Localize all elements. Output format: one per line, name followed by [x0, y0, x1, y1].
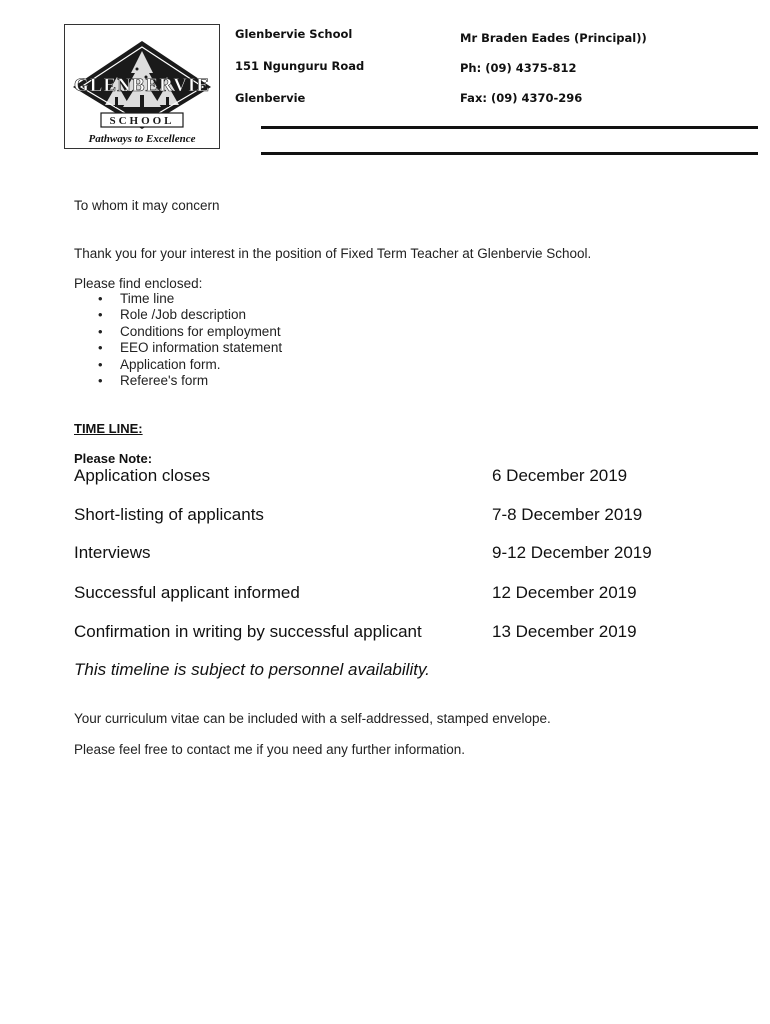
logo-motto: Pathways to Excellence	[88, 133, 196, 145]
header-fax: Fax: (09) 4370-296	[460, 91, 583, 105]
enclosed-heading: Please find enclosed:	[74, 276, 203, 291]
timeline-event: Confirmation in writing by successful applicant	[74, 622, 422, 641]
timeline-date: 12 December 2019	[492, 583, 637, 602]
timeline-date: 13 December 2019	[492, 622, 637, 641]
header-principal: Mr Braden Eades (Principal))	[460, 31, 647, 45]
enclosed-list	[74, 291, 282, 389]
list-item: • Referee's form	[74, 373, 282, 389]
list-item: • Conditions for employment	[74, 324, 282, 340]
header-school-name: Glenbervie School	[235, 27, 353, 41]
list-item: • Role /Job description	[74, 307, 282, 323]
header-locality: Glenbervie	[235, 91, 306, 105]
contact-note: Please feel free to contact me if you need any further information.	[74, 742, 465, 757]
please-note: Please Note:	[74, 451, 153, 466]
timeline-event: Application closes	[74, 466, 211, 485]
header-address: 151 Ngunguru Road	[235, 59, 365, 73]
logo-emblem	[65, 25, 219, 133]
timeline-note: This timeline is subject to personnel availability.	[74, 660, 430, 679]
list-item: • EEO information statement	[74, 340, 282, 356]
timeline-event: Interviews	[74, 543, 151, 562]
timeline-date: 7-8 December 2019	[492, 505, 643, 524]
timeline-heading: TIME LINE:	[74, 421, 143, 436]
logo-school-text: SCHOOL	[109, 115, 175, 127]
header-phone: Ph: (09) 4375-812	[460, 61, 577, 75]
cv-note: Your curriculum vitae can be included with a self-addressed, stamped envelope.	[74, 711, 551, 726]
school-logo	[64, 24, 220, 149]
timeline-event: Successful applicant informed	[74, 583, 300, 602]
header-rule-top	[261, 126, 758, 129]
intro-paragraph: Thank you for your interest in the position of Fixed Term Teacher at Glenbervie School.	[74, 246, 592, 261]
header-rule-bottom	[261, 152, 758, 155]
salutation: To whom it may concern	[74, 198, 220, 213]
timeline-date: 9-12 December 2019	[492, 543, 652, 562]
timeline-event: Short-listing of applicants	[74, 505, 264, 524]
logo-name-text: GLENBERVIE	[73, 75, 211, 96]
list-item: • Application form.	[74, 357, 282, 373]
list-item: • Time line	[74, 291, 282, 307]
timeline-date: 6 December 2019	[492, 466, 628, 485]
